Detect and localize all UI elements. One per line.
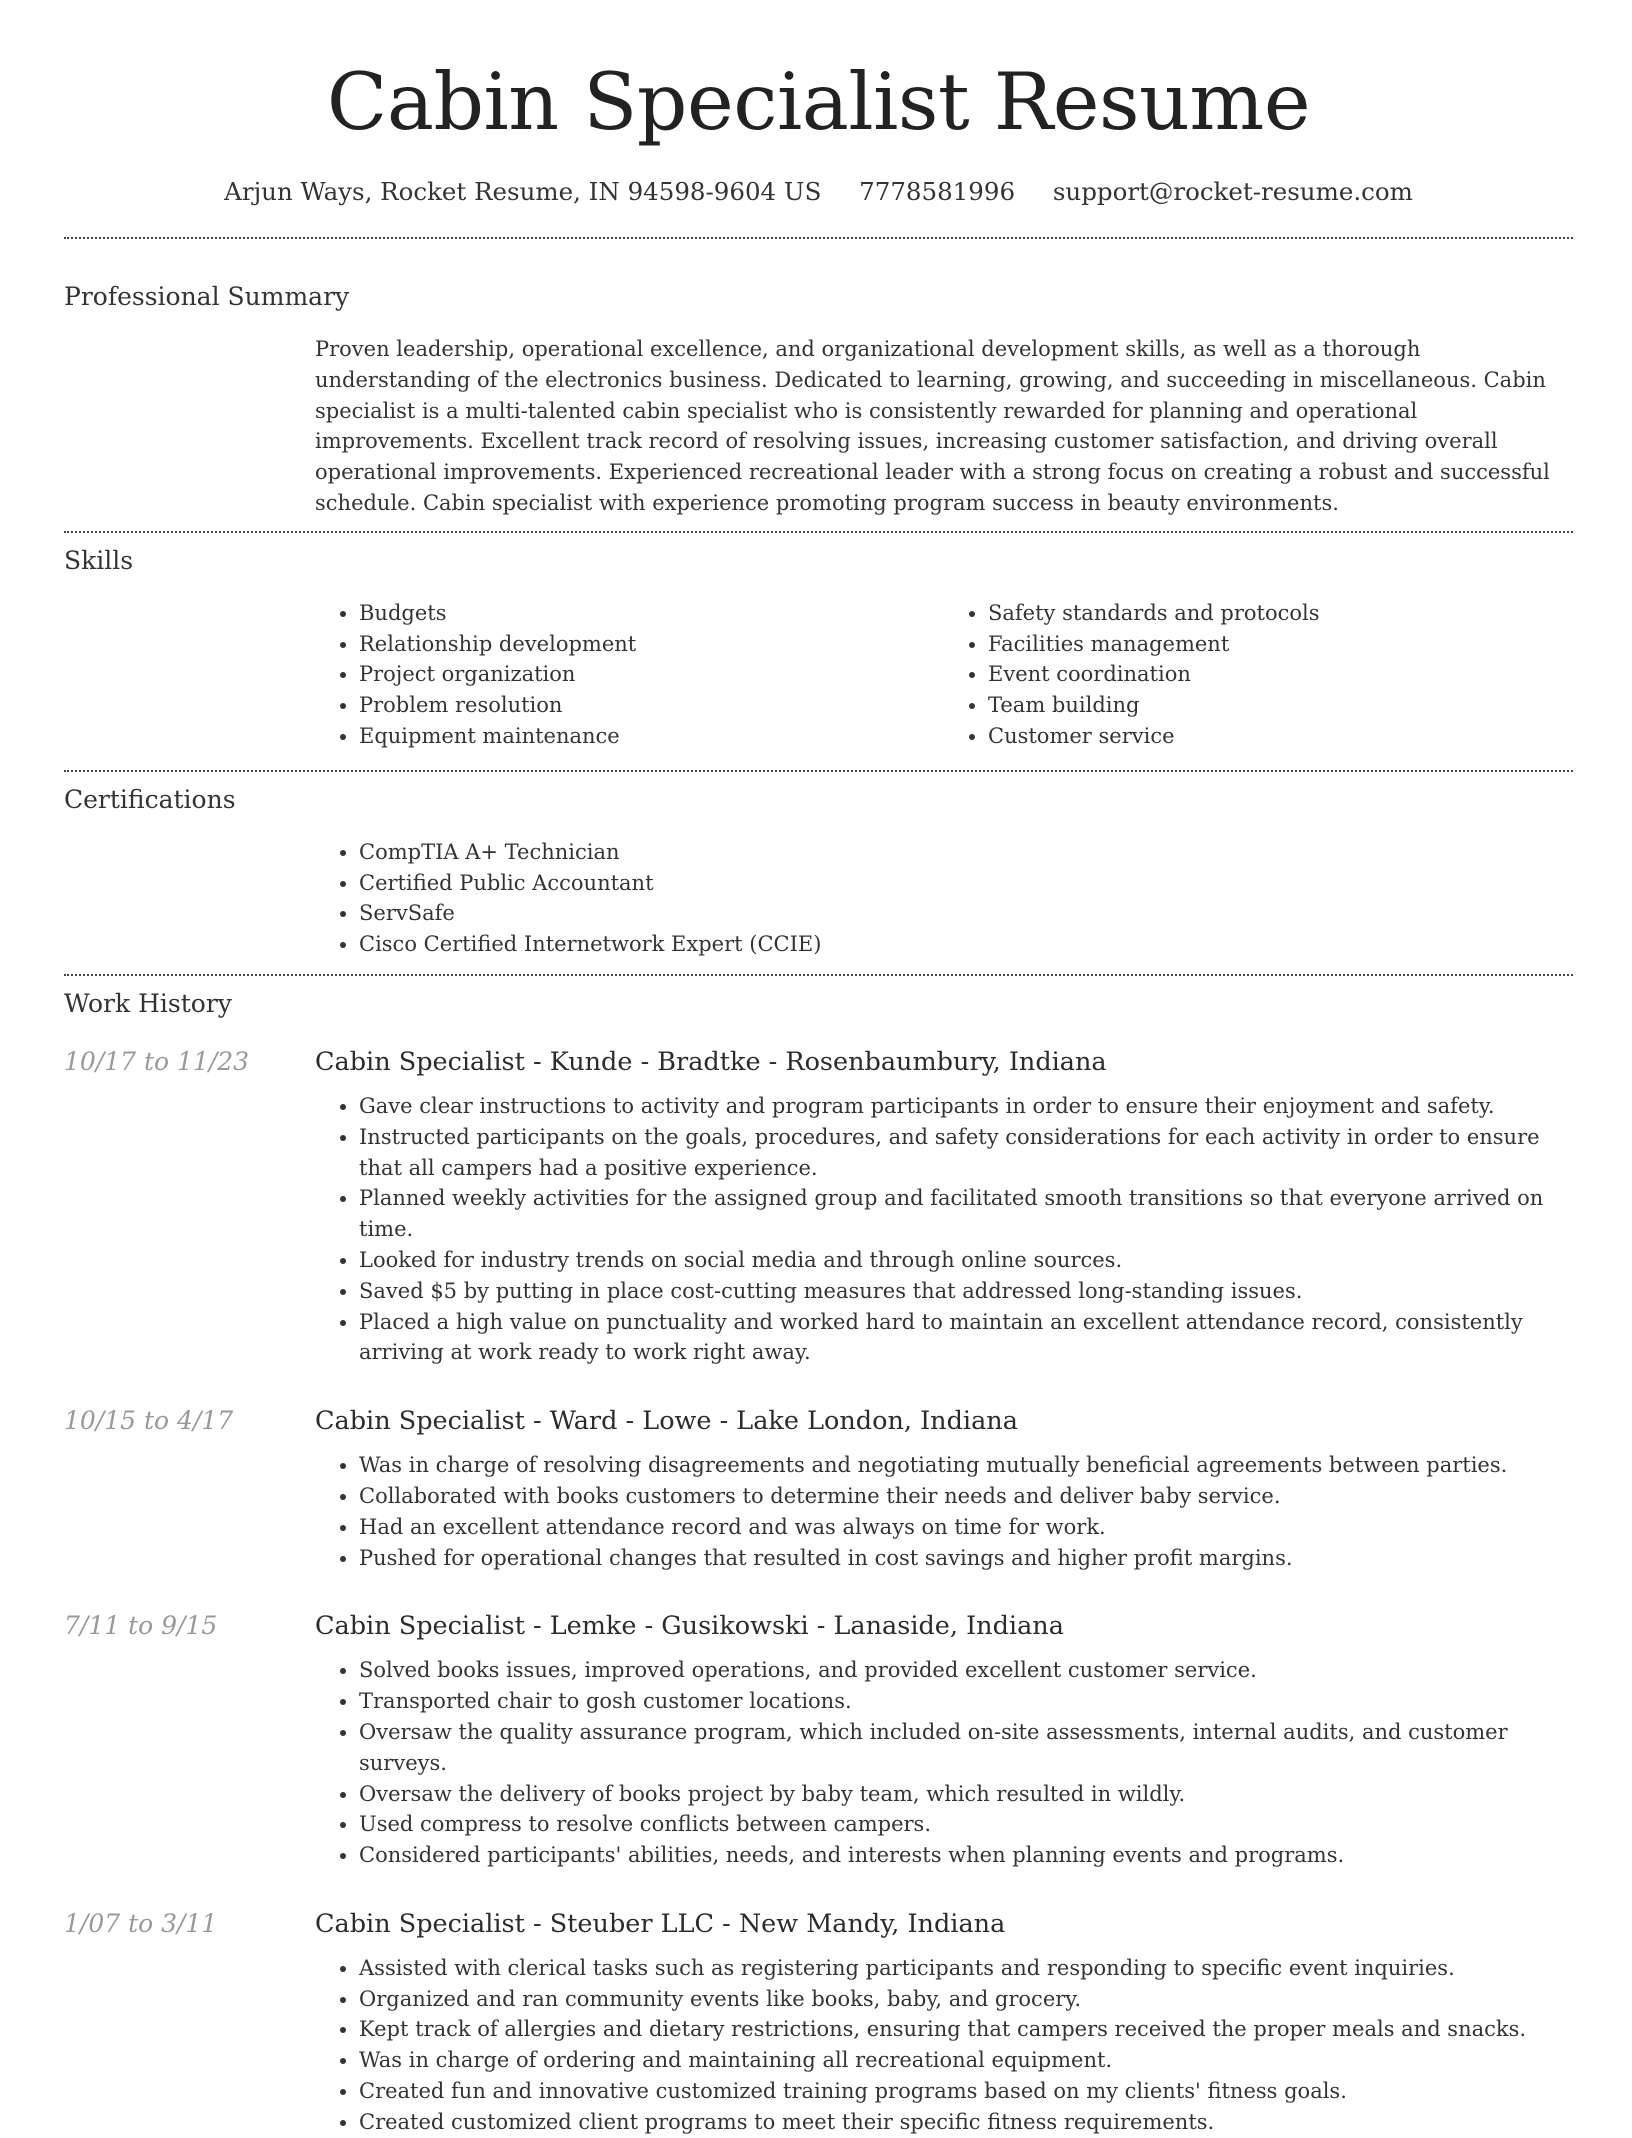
- contact-email: support@rocket-resume.com: [1052, 177, 1413, 206]
- certifications-list: [315, 837, 1573, 960]
- job-bullet: • Assisted with clerical tasks such as registering participants and responding to specific event inquiries.: [359, 1953, 1573, 1984]
- certification-item: • ServSafe: [359, 898, 1573, 929]
- skill-item: • Event coordination: [988, 659, 1573, 690]
- skill-item: • Facilities management: [988, 629, 1573, 660]
- job-bullet: • Placed a high value on punctuality and worked hard to maintain an excellent attendance record, consistently arriving at work ready to work right away.: [359, 1307, 1573, 1369]
- job-dates: 10/17 to 11/23: [64, 1046, 250, 1076]
- certifications-section: [64, 772, 1573, 960]
- skills-content: [315, 598, 1573, 752]
- work-section: [64, 976, 1573, 2138]
- work-heading: Work History: [64, 988, 232, 1018]
- skill-item: • Team building: [988, 690, 1573, 721]
- job-bullet: • Created customized client programs to meet their specific fitness requirements.: [359, 2107, 1573, 2138]
- job-bullet: • Saved $5 by putting in place cost-cutting measures that addressed long-standing issues.: [359, 1276, 1573, 1307]
- summary-text: Proven leadership, operational excellence, and organizational development skills, as well as a thorough understanding of the electronics business. Dedicated to learning, growing, and succeeding in miscellaneous. Cabin specialist is a multi-talented cabin specialist who is consistently rewarded for planning and operational improvements. Excellent track record of resolving issues, increasing customer satisfaction, and driving overall operational improvements. Experienced recreational leader with a strong focus on creating a robust and successful schedule. Cabin specialist with experience promoting program success in beauty environments.: [315, 337, 1550, 515]
- skill-item: • Budgets: [359, 598, 944, 629]
- job-bullet: • Was in charge of ordering and maintaining all recreational equipment.: [359, 2045, 1573, 2076]
- job-bullets: [315, 1655, 1573, 1871]
- job-bullet: • Instructed participants on the goals, procedures, and safety considerations for each activity in order to ensure that all campers had a positive experience.: [359, 1122, 1573, 1184]
- job-bullet: • Transported chair to gosh customer locations.: [359, 1686, 1573, 1717]
- skills-list-left: [315, 598, 944, 752]
- resume-title: Cabin Specialist Resume: [326, 56, 1311, 148]
- certification-item: • CompTIA A+ Technician: [359, 837, 1573, 868]
- job-bullet: • Created fun and innovative customized training programs based on my clients' fitness goals.: [359, 2076, 1573, 2107]
- job-bullets: [315, 1953, 1573, 2138]
- job-bullet: • Kept track of allergies and dietary restrictions, ensuring that campers received the proper meals and snacks.: [359, 2014, 1573, 2045]
- job-entry: [64, 1609, 1573, 1871]
- job-bullets: [315, 1091, 1573, 1368]
- summary-section: [64, 239, 1573, 519]
- job-bullet: • Collaborated with books customers to determine their needs and deliver baby service.: [359, 1481, 1573, 1512]
- certifications-content: [315, 837, 1573, 960]
- job-bullet: • Looked for industry trends on social media and through online sources.: [359, 1245, 1573, 1276]
- skills-section: [64, 533, 1573, 752]
- skill-item: • Customer service: [988, 721, 1573, 752]
- job-bullet: • Solved books issues, improved operations, and provided excellent customer service.: [359, 1655, 1573, 1686]
- job-bullet: • Planned weekly activities for the assigned group and facilitated smooth transitions so that everyone arrived on time.: [359, 1183, 1573, 1245]
- job-title: Cabin Specialist - Steuber LLC - New Mandy, Indiana: [315, 1908, 1006, 1939]
- skills-heading: Skills: [64, 545, 134, 575]
- job-title: Cabin Specialist - Lemke - Gusikowski - Lanaside, Indiana: [315, 1611, 1064, 1642]
- job-entry: [64, 1907, 1573, 2138]
- job-bullet: • Used compress to resolve conflicts between campers.: [359, 1809, 1573, 1840]
- job-bullet: • Gave clear instructions to activity and program participants in order to ensure their enjoyment and safety.: [359, 1091, 1573, 1122]
- skills-list-right: [944, 598, 1573, 752]
- job-content: [315, 1953, 1573, 2138]
- summary-content: [315, 334, 1573, 519]
- contact-address: Arjun Ways, Rocket Resume, IN 94598-9604 US: [224, 177, 822, 206]
- job-title: Cabin Specialist - Ward - Lowe - Lake London, Indiana: [315, 1406, 1018, 1437]
- job-entry: [64, 1045, 1573, 1368]
- certification-item: • Cisco Certified Internetwork Expert (CCIE): [359, 929, 1573, 960]
- job-dates: 1/07 to 3/11: [64, 1908, 218, 1938]
- skill-item: • Problem resolution: [359, 690, 944, 721]
- skill-item: • Project organization: [359, 659, 944, 690]
- job-bullet: • Considered participants' abilities, needs, and interests when planning events and programs.: [359, 1840, 1573, 1871]
- resume-page: [64, 0, 1573, 2138]
- job-content: [315, 1655, 1573, 1871]
- job-bullet: • Was in charge of resolving disagreements and negotiating mutually beneficial agreements between parties.: [359, 1450, 1573, 1481]
- certification-item: • Certified Public Accountant: [359, 868, 1573, 899]
- job-content: [315, 1091, 1573, 1368]
- contact-phone: 7778581996: [859, 177, 1016, 206]
- certifications-heading: Certifications: [64, 784, 236, 814]
- job-content: [315, 1450, 1573, 1573]
- summary-heading: Professional Summary: [64, 282, 350, 311]
- job-bullet: • Oversaw the delivery of books project by baby team, which resulted in wildly.: [359, 1779, 1573, 1810]
- job-dates: 7/11 to 9/15: [64, 1611, 218, 1641]
- skill-item: • Equipment maintenance: [359, 721, 944, 752]
- job-bullet: • Pushed for operational changes that resulted in cost savings and higher profit margins.: [359, 1543, 1573, 1574]
- job-bullet: • Had an excellent attendance record and was always on time for work.: [359, 1512, 1573, 1543]
- job-entry: [64, 1404, 1573, 1573]
- job-bullet: • Oversaw the quality assurance program, which included on-site assessments, internal audits, and customer surveys.: [359, 1717, 1573, 1779]
- contact-line: [64, 175, 1573, 209]
- skill-item: • Safety standards and protocols: [988, 598, 1573, 629]
- job-title: Cabin Specialist - Kunde - Bradtke - Rosenbaumbury, Indiana: [315, 1046, 1107, 1077]
- job-dates: 10/15 to 4/17: [64, 1406, 234, 1436]
- skill-item: • Relationship development: [359, 629, 944, 660]
- job-bullets: [315, 1450, 1573, 1573]
- job-bullet: • Organized and ran community events like books, baby, and grocery.: [359, 1984, 1573, 2015]
